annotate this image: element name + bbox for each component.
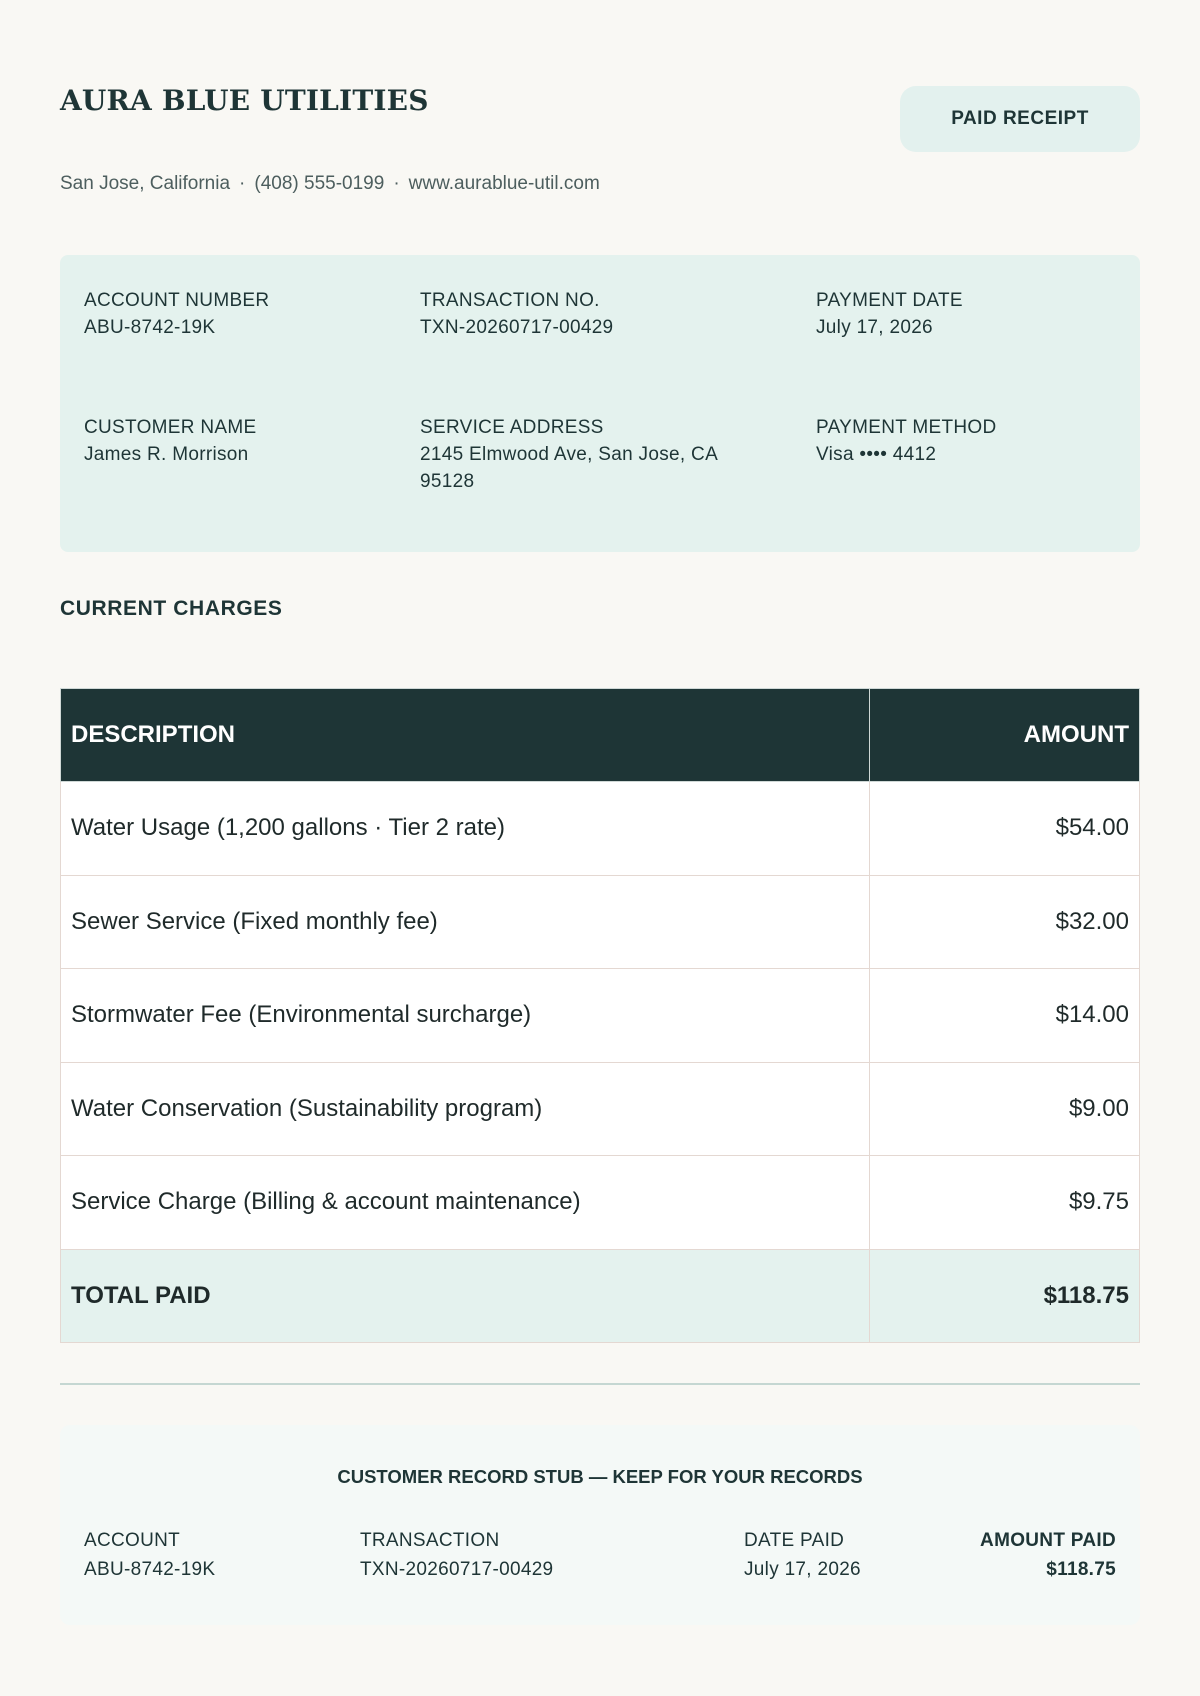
contact-separator: · — [239, 173, 246, 194]
service-address-line2: 95128 — [420, 471, 475, 492]
total-paid-label: TOTAL PAID — [61, 1249, 870, 1343]
stub-amount-paid-field — [980, 1526, 1116, 1584]
account-number-value: ABU-8742-19K — [84, 317, 216, 338]
stub-date-paid-value: July 17, 2026 — [744, 1559, 861, 1580]
stub-date-paid-label: DATE PAID — [744, 1530, 845, 1551]
charge-description: Water Usage (1,200 gallons · Tier 2 rate) — [61, 782, 870, 876]
company-name: AURA BLUE UTILITIES — [60, 84, 429, 117]
charge-amount: $9.75 — [870, 1156, 1140, 1250]
company-location: San Jose, California — [60, 173, 231, 194]
total-paid-amount: $118.75 — [870, 1249, 1140, 1343]
payment-method-label: PAYMENT METHOD — [816, 417, 997, 438]
table-header-row — [61, 689, 1140, 782]
table-row — [61, 1062, 1140, 1156]
stub-amount-paid-label: AMOUNT PAID — [980, 1530, 1116, 1551]
payment-date-value: July 17, 2026 — [816, 317, 933, 338]
stub-transaction-label: TRANSACTION — [360, 1530, 500, 1551]
description-column-header: DESCRIPTION — [61, 689, 870, 782]
payment-method-field — [816, 414, 997, 468]
receipt-header — [60, 0, 1140, 230]
customer-name-label: CUSTOMER NAME — [84, 417, 257, 438]
payment-method-value: Visa •••• 4412 — [816, 444, 937, 465]
company-phone[interactable]: (408) 555-0199 — [254, 173, 385, 194]
charge-amount: $32.00 — [870, 875, 1140, 969]
customer-name-value: James R. Morrison — [84, 444, 249, 465]
transaction-number-field — [420, 287, 613, 341]
stub-account-field — [84, 1526, 215, 1584]
charge-description: Water Conservation (Sustainability program) — [61, 1062, 870, 1156]
customer-name-field — [84, 414, 256, 468]
stub-date-paid-field — [744, 1526, 861, 1584]
payment-date-field — [816, 287, 963, 341]
charge-amount: $9.00 — [870, 1062, 1140, 1156]
stub-title: CUSTOMER RECORD STUB — KEEP FOR YOUR RECORDS — [337, 1466, 863, 1487]
service-address-field — [420, 414, 718, 495]
paid-receipt-badge: PAID RECEIPT — [900, 86, 1140, 152]
table-row — [61, 1156, 1140, 1250]
service-address-line1: 2145 Elmwood Ave, San Jose, CA — [420, 444, 719, 465]
total-paid-row — [61, 1249, 1140, 1343]
stub-transaction-field — [360, 1526, 553, 1584]
section-divider — [60, 1383, 1140, 1385]
account-number-field — [84, 287, 269, 341]
payment-date-label: PAYMENT DATE — [816, 290, 963, 311]
customer-record-stub — [60, 1425, 1140, 1625]
contact-separator: · — [393, 173, 400, 194]
transaction-number-value: TXN-20260717-00429 — [420, 317, 614, 338]
stub-transaction-value: TXN-20260717-00429 — [360, 1559, 554, 1580]
account-info-panel — [60, 255, 1140, 552]
charge-description: Sewer Service (Fixed monthly fee) — [61, 875, 870, 969]
table-row — [61, 969, 1140, 1063]
amount-column-header: AMOUNT — [870, 689, 1140, 782]
current-charges-title: CURRENT CHARGES — [60, 597, 283, 620]
stub-account-label: ACCOUNT — [84, 1530, 181, 1551]
charge-amount: $14.00 — [870, 969, 1140, 1063]
company-website-link[interactable]: www.aurablue-util.com — [408, 173, 600, 194]
stub-account-value: ABU-8742-19K — [84, 1559, 216, 1580]
account-number-label: ACCOUNT NUMBER — [84, 290, 270, 311]
charges-table — [60, 688, 1140, 1343]
company-contact-line — [60, 173, 600, 195]
charge-description: Stormwater Fee (Environmental surcharge) — [61, 969, 870, 1063]
service-address-label: SERVICE ADDRESS — [420, 417, 604, 438]
stub-amount-paid-value: $118.75 — [1046, 1559, 1116, 1580]
transaction-number-label: TRANSACTION NO. — [420, 290, 600, 311]
charge-description: Service Charge (Billing & account maintenance) — [61, 1156, 870, 1250]
table-row — [61, 875, 1140, 969]
table-row — [61, 782, 1140, 876]
charge-amount: $54.00 — [870, 782, 1140, 876]
